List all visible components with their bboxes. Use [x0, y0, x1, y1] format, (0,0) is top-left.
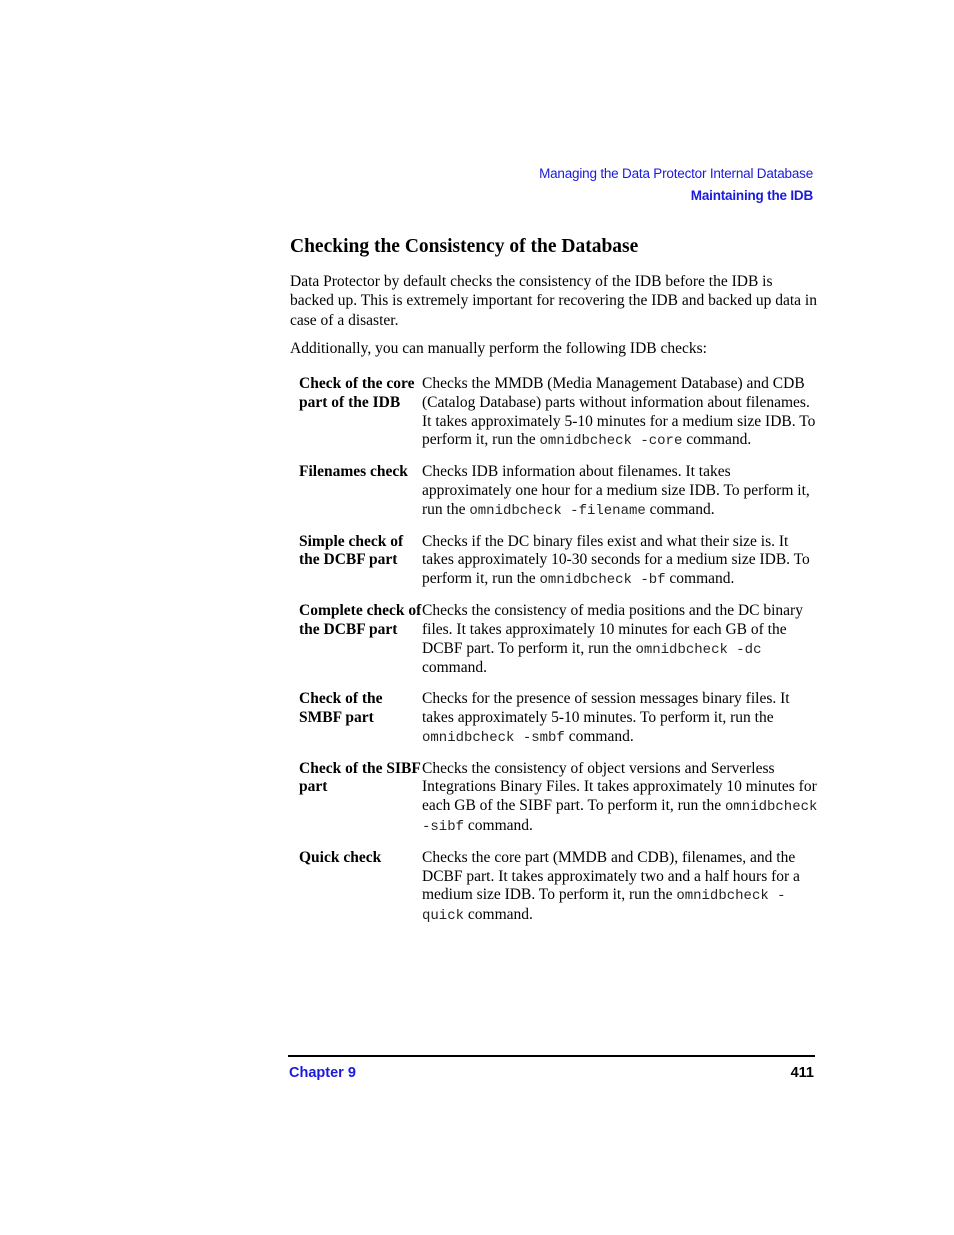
footer-chapter: Chapter 9	[289, 1065, 356, 1081]
check-description: Checks if the DC binary files exist and what their size is. It takes approximately 10-30 seconds for a medium size IDB. To perform it, run the omnidbcheck -bf command.	[422, 532, 810, 589]
intro-paragraph: Data Protector by default checks the consistency of the IDB before the IDB is backed up. This is extremely important for recovering the IDB and backed up data in case of a disaster.	[290, 273, 817, 329]
command-code: omnidbcheck -dc	[635, 641, 762, 658]
check-row	[299, 760, 829, 837]
check-term: Simple check of the DCBF part	[299, 532, 404, 569]
lead-paragraph: Additionally, you can manually perform the following IDB checks:	[290, 340, 707, 357]
section-title: Checking the Consistency of the Database	[290, 236, 639, 257]
check-term: Check of the SMBF part	[299, 690, 383, 726]
check-description: Checks IDB information about filenames. It takes approximately one hour for a medium size IDB. To perform it, run the omnidbcheck -filename command.	[422, 463, 810, 519]
check-description: Checks the MMDB (Media Management Database) and CDB (Catalog Database) parts without information about filenames. It takes approximately 5-10 minutes for a medium size IDB. To perform it, run the omnidbcheck -core command.	[422, 375, 816, 450]
footer-rule	[288, 1055, 815, 1057]
command-code: omnidbcheck -sibf	[422, 799, 818, 835]
check-row	[299, 375, 829, 451]
check-description: Checks the consistency of object versions and Serverless Integrations Binary Files. It takes approximately 10 minutes for each GB of the SIBF part. To perform it, run the omnidbcheck -sibf command.	[422, 759, 818, 835]
check-term: Check of the SIBF part	[299, 759, 421, 796]
check-description: Checks the core part (MMDB and CDB), filenames, and the DCBF part. It takes approximately two and a half hours for a medium size IDB. To perform it, run the omnidbcheck -quick command.	[422, 848, 800, 925]
check-term: Filenames check	[299, 463, 408, 481]
command-code: omnidbcheck -filename	[469, 502, 646, 519]
check-row	[299, 690, 829, 747]
check-row	[299, 849, 829, 926]
check-row	[299, 463, 829, 520]
page-number: 411	[790, 1065, 814, 1081]
running-header-chapter: Managing the Data Protector Internal Database	[539, 166, 813, 181]
check-term: Quick check	[299, 848, 382, 866]
check-term: Complete check of the DCBF part	[299, 601, 422, 638]
check-description: Checks for the presence of session messages binary files. It takes approximately 5-10 minutes. To perform it, run the omnidbcheck -smbf command.	[422, 690, 790, 746]
check-term: Check of the core part of the IDB	[299, 375, 415, 411]
command-code: omnidbcheck -quick	[422, 888, 786, 925]
command-code: omnidbcheck -smbf	[422, 729, 565, 746]
check-row	[299, 533, 829, 590]
check-description: Checks the consistency of media positions and the DC binary files. It takes approximately 10 minutes for each GB of the DCBF part. To perform it, run the omnidbcheck -dc command.	[422, 601, 803, 677]
running-header-section: Maintaining the IDB	[690, 188, 813, 203]
command-code: omnidbcheck -core	[539, 433, 683, 450]
command-code: omnidbcheck -bf	[539, 572, 666, 589]
check-row	[299, 602, 829, 678]
checks-table	[299, 375, 829, 938]
